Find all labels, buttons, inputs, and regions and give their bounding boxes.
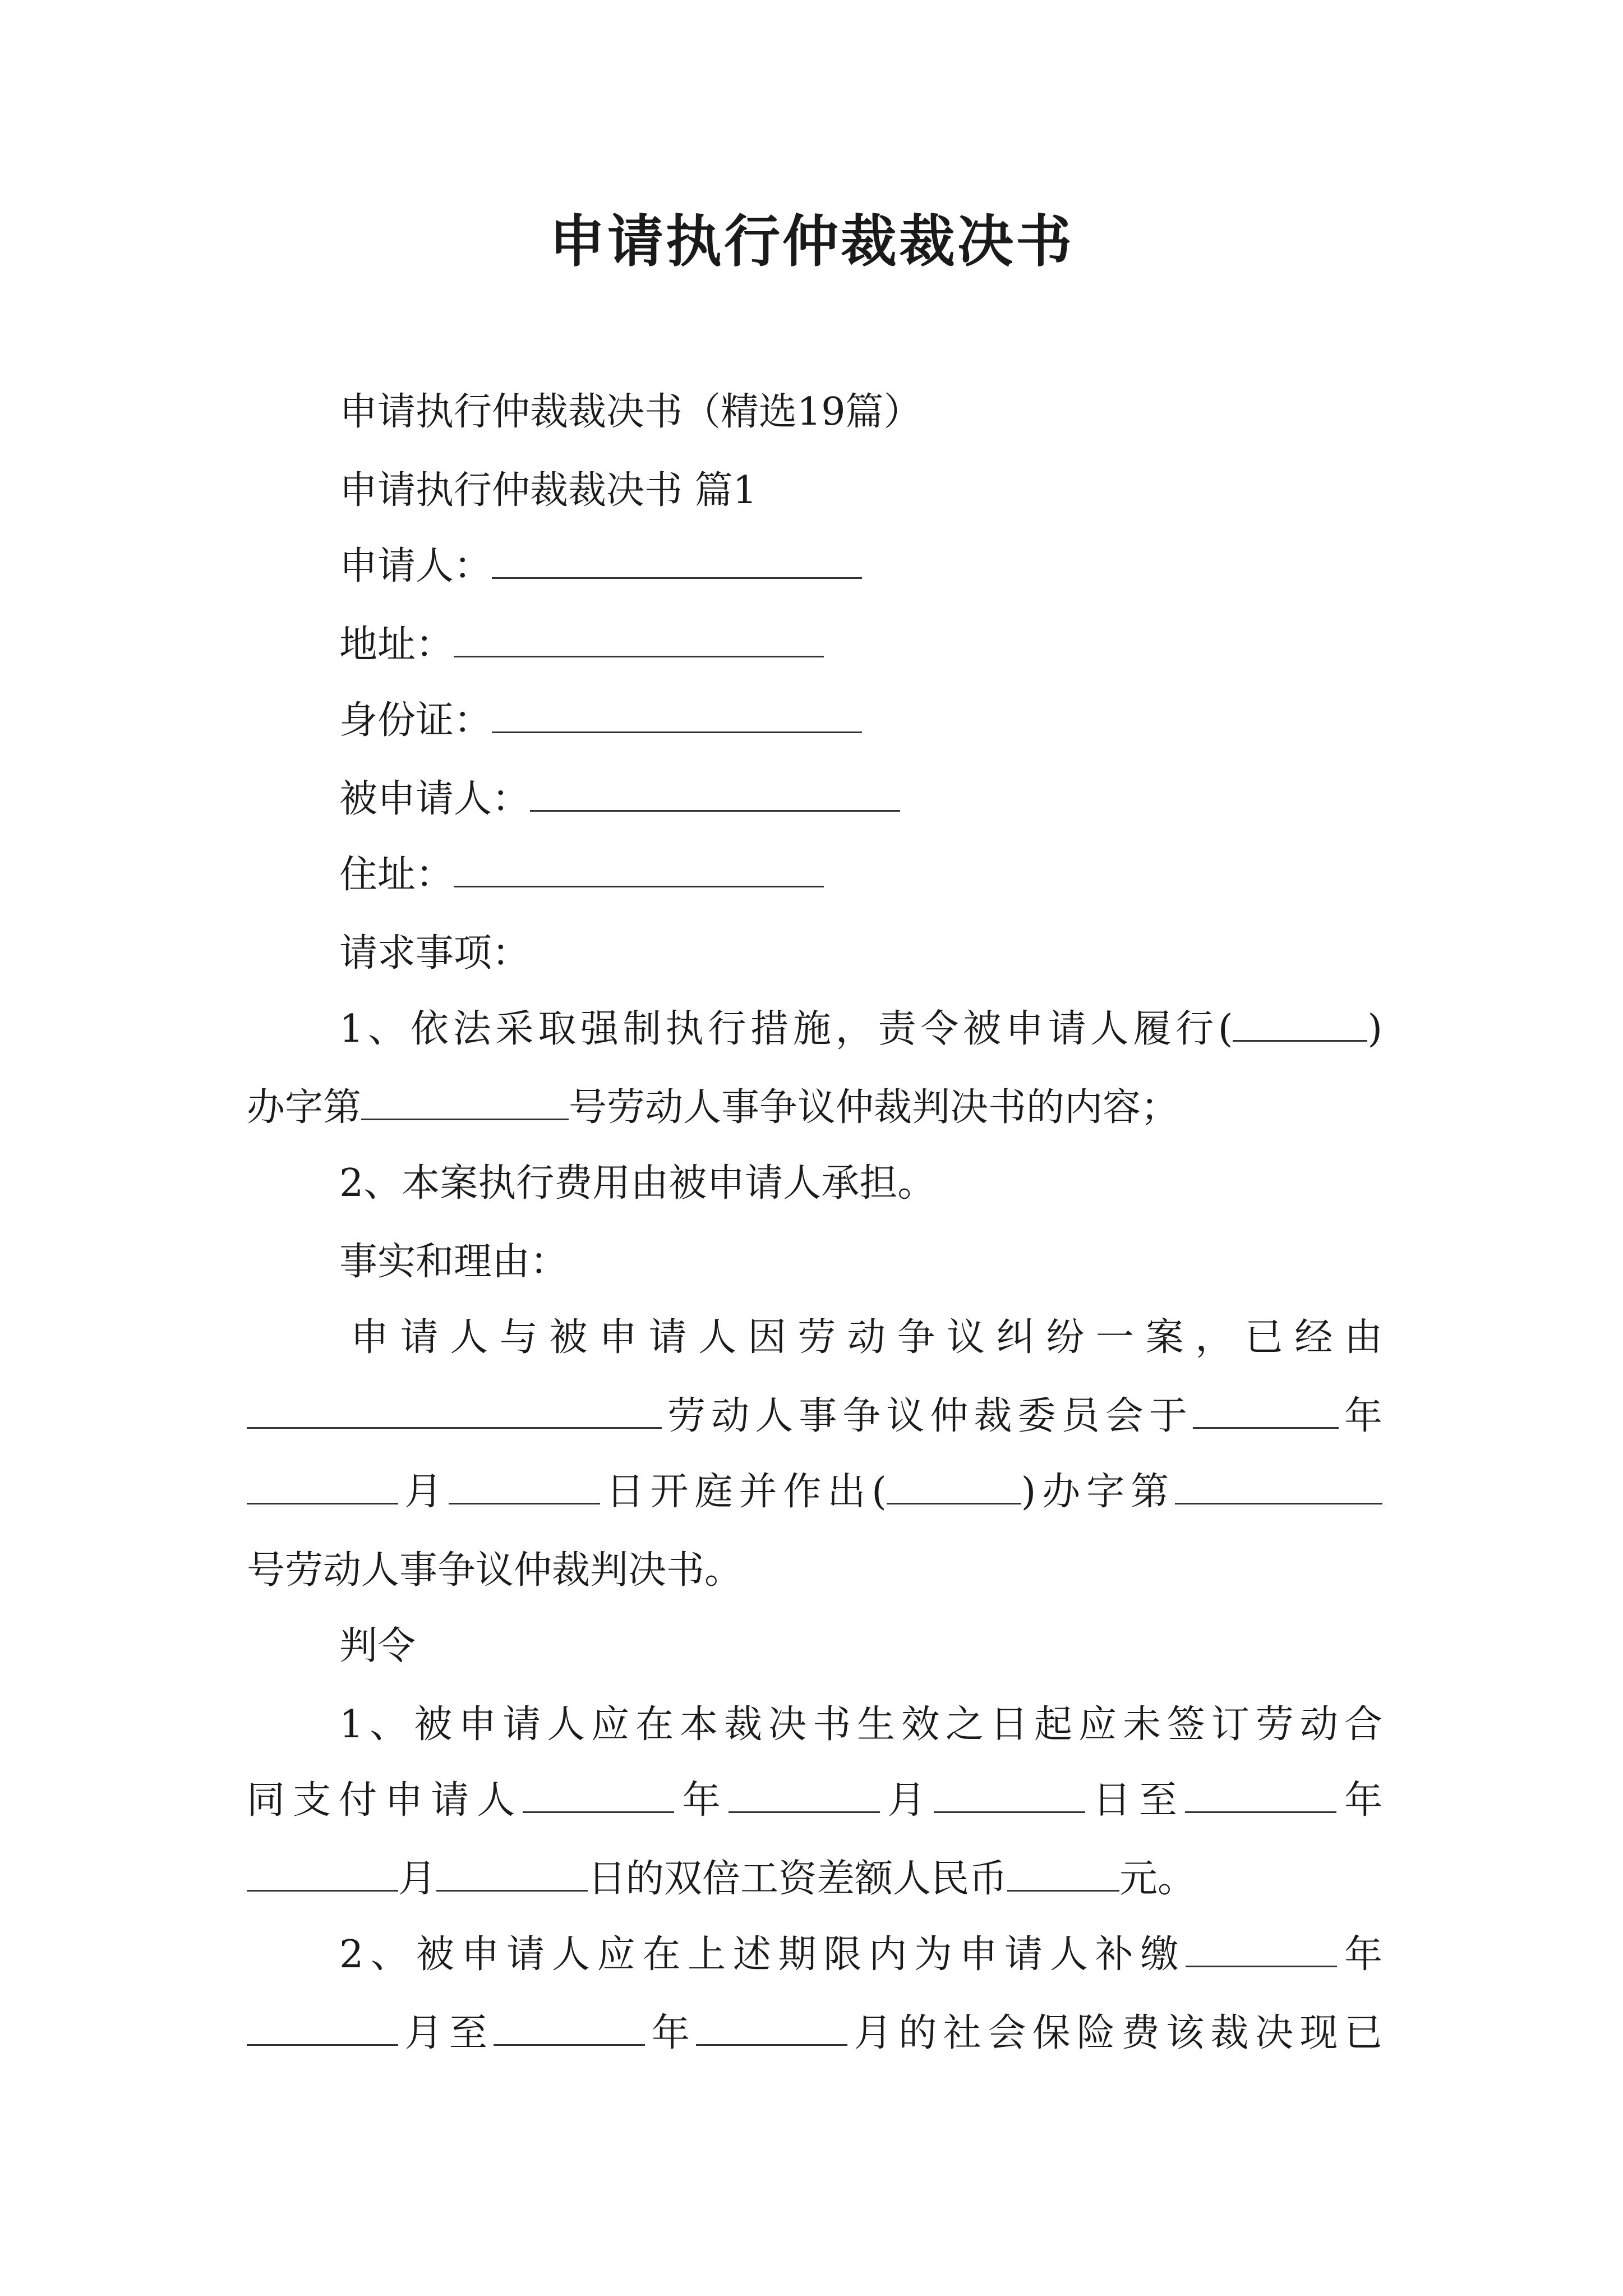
- order-item-2-line-2: 月至 年 月的社会保险费该裁决现已: [247, 2008, 1382, 2059]
- order-item-1-line-1: 1、被申请人应在本裁决书生效之日起应未签订劳动合: [339, 1703, 1382, 1747]
- page-title: 申请执行仲裁裁决书: [549, 208, 1074, 274]
- address-label: 地址：: [339, 623, 454, 667]
- residence-blank: [454, 852, 824, 887]
- facts-line-2: 劳动人事争议仲裁委员会于 年: [247, 1391, 1382, 1442]
- applicant-field: [339, 541, 862, 592]
- subtitle: 申请执行仲裁裁决书（精选19篇）: [339, 390, 922, 434]
- address-field: [339, 620, 824, 670]
- facts-line-3: 月 日开庭并作出( )办字第: [247, 1467, 1382, 1517]
- facts-line-4: 号劳动人事争议仲裁判决书。: [247, 1548, 743, 1593]
- request-item-2: 2、本案执行费用由被申请人承担。: [339, 1161, 936, 1205]
- address-blank: [454, 622, 824, 657]
- order-item-1-line-3: 月 日的双倍工资差额人民币 元。: [247, 1854, 1196, 1904]
- id-card-blank: [492, 698, 862, 733]
- facts-line-1: 申请人与被申请人因劳动争议纠纷一案，已经由: [351, 1315, 1382, 1360]
- respondent-blank: [530, 776, 900, 812]
- section-heading: 申请执行仲裁裁决书 篇1: [339, 468, 757, 513]
- id-card-label: 身份证：: [339, 698, 492, 743]
- applicant-blank: [492, 544, 862, 579]
- order-item-2-line-1: 2、被申请人应在上述期限内为申请人补缴 年: [339, 1932, 1382, 1977]
- request-item-1-line-2: 办字第 号劳动人事争议仲裁判决书的内容；: [247, 1085, 1179, 1130]
- order-heading: 判令: [339, 1624, 416, 1668]
- applicant-label: 申请人：: [339, 544, 492, 588]
- residence-label: 住址：: [339, 853, 454, 897]
- order-item-1-line-2: 同支付申请人 年 月 日至 年: [247, 1778, 1382, 1823]
- facts-heading: 事实和理由：: [339, 1240, 569, 1284]
- requests-heading: 请求事项：: [339, 931, 531, 976]
- request-item-1-line-1: 1、依法采取强制执行措施，责令被申请人履行( ): [339, 1007, 1382, 1051]
- respondent-label: 被申请人：: [339, 777, 531, 821]
- id-card-field: [339, 696, 862, 746]
- residence-field: [339, 850, 824, 900]
- respondent-field: [339, 774, 900, 825]
